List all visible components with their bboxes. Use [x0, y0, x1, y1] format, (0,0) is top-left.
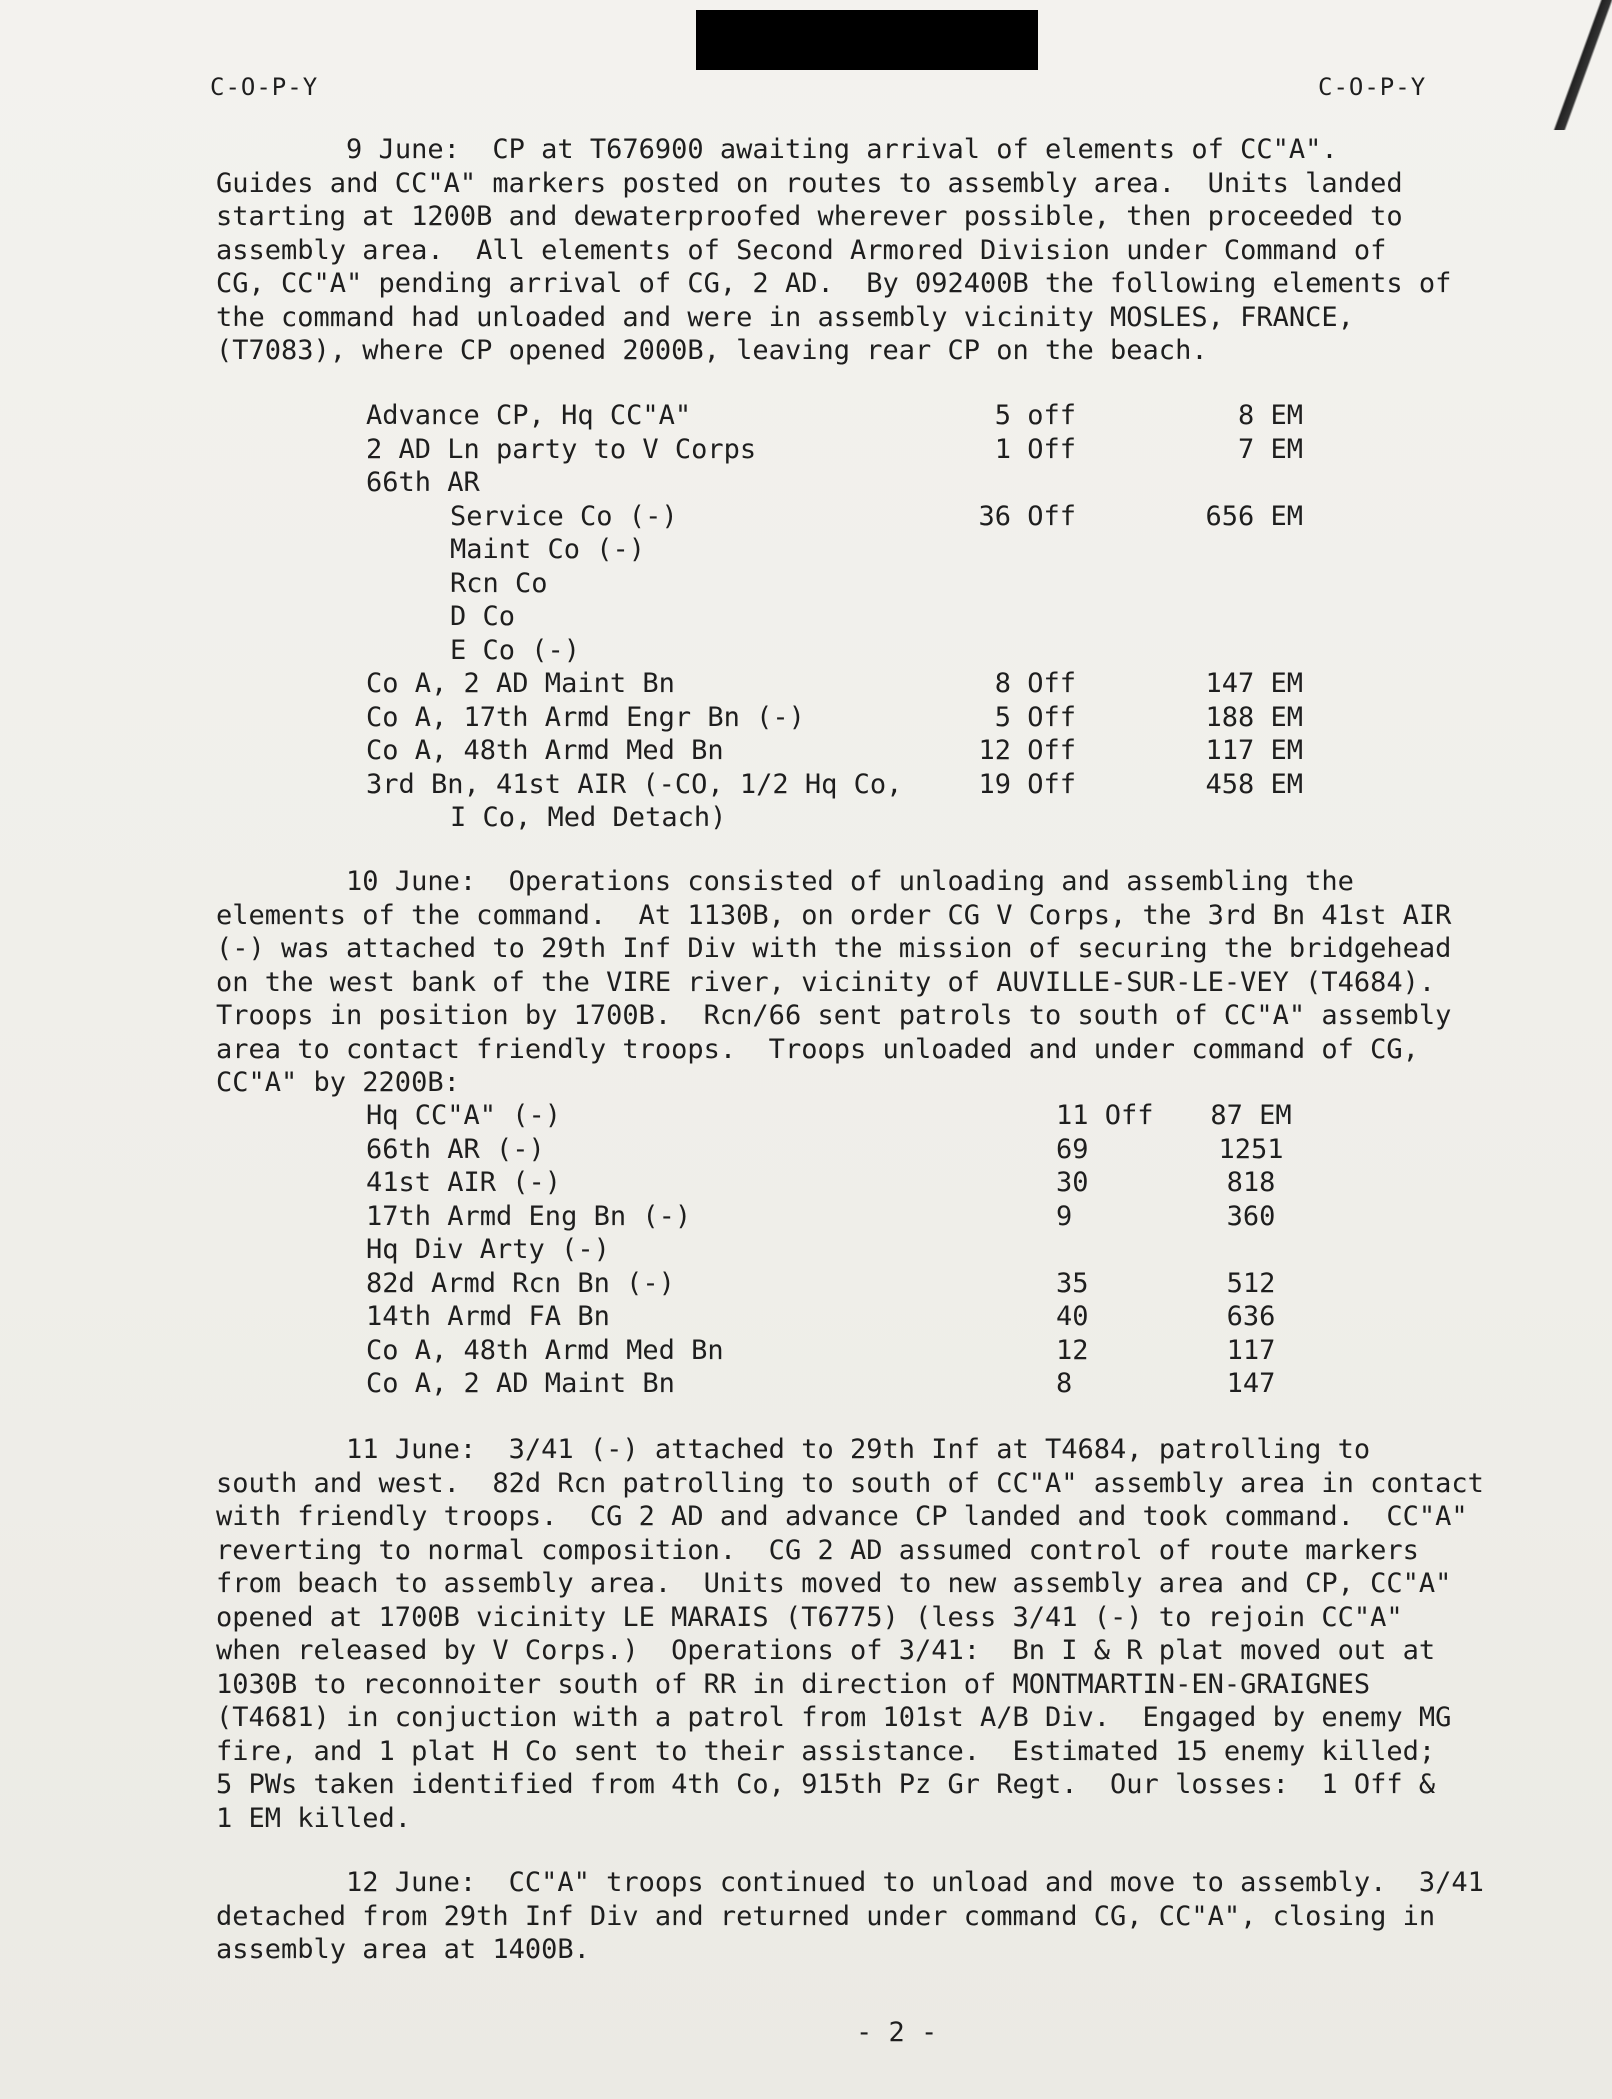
list-item — [366, 701, 1366, 735]
enlisted-count: 1251 — [1218, 1133, 1284, 1165]
list-item — [366, 500, 1366, 534]
unit-name: Hq CC"A" (-) — [366, 1100, 562, 1131]
enlisted-count: 8 EM — [1237, 400, 1303, 431]
list-item — [366, 600, 1366, 634]
enlisted-count: 512 — [1226, 1267, 1276, 1299]
copy-label-left: C-O-P-Y — [210, 73, 319, 101]
officer-count: 69 — [1056, 1133, 1089, 1165]
unit-name: Hq Div Arty (-) — [366, 1234, 610, 1265]
list-item — [366, 1166, 1366, 1200]
unit-name: 14th Armd FA Bn — [366, 1301, 610, 1332]
officer-count: 12 Off — [978, 735, 1076, 766]
unit-name: 3rd Bn, 41st AIR (-CO, 1/2 Hq Co, — [366, 768, 903, 800]
enlisted-count: 7 EM — [1237, 433, 1303, 465]
paragraph-12-june: 12 June: CC"A" troops continued to unload and move to assembly. 3/41 detached from 29th Inf Div and returned under command CG, CC"A", closing in assembly area at 1400B. — [216, 1867, 1484, 1965]
enlisted-count: 636 — [1226, 1301, 1276, 1332]
officer-count: 12 — [1056, 1334, 1089, 1366]
enlisted-count: 188 EM — [1205, 701, 1303, 733]
enlisted-count: 147 EM — [1205, 668, 1303, 699]
list-item — [366, 1133, 1366, 1167]
unit-name: 17th Armd Eng Bn (-) — [366, 1200, 692, 1232]
unit-name: 82d Armd Rcn Bn (-) — [366, 1267, 675, 1299]
officer-count: 1 Off — [994, 433, 1076, 465]
list-item — [366, 734, 1366, 768]
officer-count: 8 — [1056, 1368, 1073, 1399]
unit-name: I Co, Med Detach) — [450, 802, 727, 833]
list-item — [366, 466, 1366, 500]
enlisted-count: 87 EM — [1210, 1100, 1292, 1131]
unit-name: E Co (-) — [450, 634, 581, 666]
unit-name: 41st AIR (-) — [366, 1167, 562, 1198]
unit-name: Co A, 2 AD Maint Bn — [366, 1368, 675, 1399]
paragraph-9-june: 9 June: CP at T676900 awaiting arrival of elements of CC"A". Guides and CC"A" markers posted on routes to assembly area. Units landed starting at 1200B and dewaterproofed wherever possible, then proceeded to assembly area. All elements of Second Armored Division under Command of CG, CC"A" pending arrival of CG, 2 AD. By 092400B the following elements of the command had unloaded and were in assembly vicinity MOSLES, FRANCE, (T7083), where CP opened 2000B, leaving rear CP on the beach. — [216, 134, 1452, 366]
unit-name: Advance CP, Hq CC"A" — [366, 400, 692, 431]
list-item — [366, 567, 1366, 601]
enlisted-count: 656 EM — [1205, 500, 1303, 532]
officer-count: 36 Off — [978, 500, 1076, 532]
unit-name: Co A, 17th Armd Engr Bn (-) — [366, 701, 805, 733]
unit-name: 66th AR (-) — [366, 1133, 545, 1165]
list-item — [366, 1099, 1366, 1133]
officer-count: 19 Off — [978, 768, 1076, 800]
enlisted-count: 818 — [1226, 1167, 1276, 1198]
list-item — [366, 1200, 1366, 1234]
officer-count: 9 — [1056, 1200, 1073, 1232]
list-item — [366, 433, 1366, 467]
enlisted-count: 117 EM — [1205, 735, 1303, 766]
unit-name: Co A, 2 AD Maint Bn — [366, 668, 675, 699]
officer-count: 5 Off — [994, 701, 1076, 733]
officer-count: 11 Off — [1056, 1100, 1154, 1131]
unit-name: D Co — [450, 601, 516, 632]
unit-name: Co A, 48th Armd Med Bn — [366, 1334, 724, 1366]
list-item — [366, 768, 1366, 802]
unit-name: Rcn Co — [450, 567, 548, 599]
officer-count: 30 — [1056, 1167, 1089, 1198]
list-item — [366, 399, 1366, 433]
list-item — [366, 533, 1366, 567]
corner-pen-mark — [1552, 0, 1612, 130]
enlisted-count: 458 EM — [1205, 768, 1303, 800]
officer-count: 8 Off — [994, 668, 1076, 699]
unit-name: Maint Co (-) — [450, 534, 646, 565]
list-item — [366, 1334, 1366, 1368]
paragraph-10-june: 10 June: Operations consisted of unloading and assembling the elements of the command. At 1130B, on order CG V Corps, the 3rd Bn 41st AIR (-) was attached to 29th Inf Div with the mission of securing the bridgehead on the west bank of the VIRE river, vicinity of AUVILLE-SUR-LE-VEY (T4684). Troops in position by 1700B. Rcn/66 sent patrols to south of CC"A" assembly area to contact friendly troops. Troops unloaded and under command of CG, CC"A" by 2200B: — [216, 866, 1452, 1098]
officer-count: 40 — [1056, 1301, 1089, 1332]
officer-count: 5 off — [994, 400, 1076, 431]
list-item — [366, 634, 1366, 668]
list-item — [366, 801, 1366, 835]
unit-name: Co A, 48th Armd Med Bn — [366, 735, 724, 766]
list-item — [366, 1233, 1366, 1267]
unit-name: Service Co (-) — [450, 500, 678, 532]
copy-label-right: C-O-P-Y — [1318, 73, 1427, 101]
list-item — [366, 667, 1366, 701]
unit-name: 2 AD Ln party to V Corps — [366, 433, 757, 465]
troops-list-10-june — [366, 1099, 1366, 1401]
list-item — [366, 1367, 1366, 1401]
paragraph-11-june: 11 June: 3/41 (-) attached to 29th Inf at T4684, patrolling to south and west. 82d Rcn patrolling to south of CC"A" assembly area in contact with friendly troops. CG 2 AD and advance CP landed and took command. CC"A" reverting to normal composition. CG 2 AD assumed control of route markers from beach to assembly area. Units moved to new assembly area and CP, CC"A" opened at 1700B vicinity LE MARAIS (T6775) (less 3/41 (-) to rejoin CC"A" when released by V Corps.) Operations of 3/41: Bn I & R plat moved out at 1030B to reconnoiter south of RR in direction of MONTMARTIN-EN-GRAIGNES (T4681) in conjuction with a patrol from 101st A/B Div. Engaged by enemy MG fire, and 1 plat H Co sent to their assistance. Estimated 15 enemy killed; 5 PWs taken identified from 4th Co, 915th Pz Gr Regt. Our losses: 1 Off & 1 EM killed. — [216, 1434, 1484, 1834]
redaction-block — [696, 10, 1038, 70]
officer-count: 35 — [1056, 1267, 1089, 1299]
elements-list-9-june — [366, 399, 1366, 835]
unit-name: 66th AR — [366, 467, 480, 498]
enlisted-count: 360 — [1226, 1200, 1276, 1232]
list-item — [366, 1300, 1366, 1334]
page-number: - 2 - — [856, 2017, 938, 2048]
list-item — [366, 1267, 1366, 1301]
enlisted-count: 147 — [1226, 1368, 1276, 1399]
enlisted-count: 117 — [1226, 1334, 1276, 1366]
